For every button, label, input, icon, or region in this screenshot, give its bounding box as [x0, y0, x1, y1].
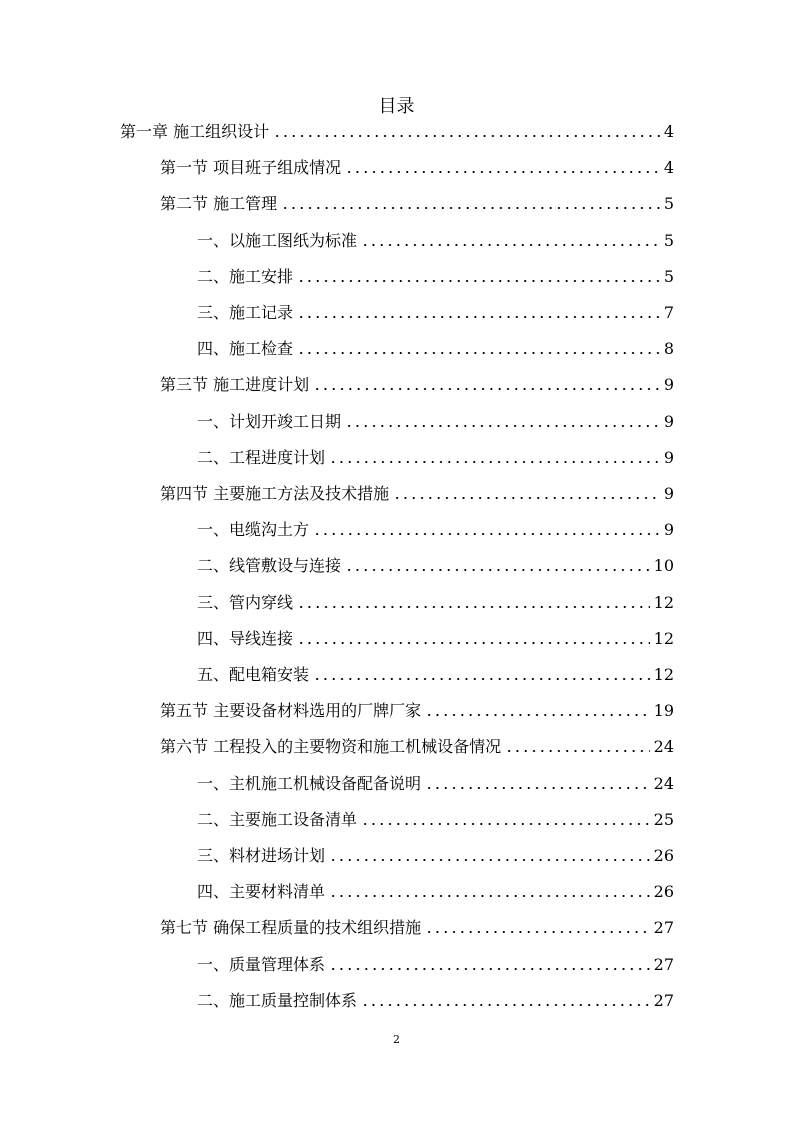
toc-dot-leader — [329, 893, 650, 899]
toc-entry-label: 五、配电箱安装 — [197, 665, 310, 684]
toc-entry-page: 24 — [653, 737, 674, 757]
toc-entry[interactable] — [197, 518, 674, 542]
toc-entry[interactable] — [197, 265, 674, 289]
toc-entry[interactable] — [197, 663, 674, 687]
toc-dot-leader — [345, 423, 660, 429]
toc-entry[interactable] — [197, 229, 674, 253]
toc-entry[interactable] — [197, 989, 674, 1013]
toc-entry[interactable] — [197, 410, 674, 434]
toc-entry-page: 27 — [653, 954, 674, 974]
toc-entry-page: 12 — [653, 665, 674, 684]
toc-dot-leader — [361, 242, 660, 248]
toc-entry-page: 8 — [663, 339, 674, 359]
toc-entry[interactable] — [160, 156, 674, 180]
page-number: 2 — [393, 1033, 400, 1046]
toc-dot-leader — [505, 748, 650, 754]
toc-dot-leader — [345, 567, 650, 573]
toc-entry-label: 二、主要施工设备清单 — [197, 809, 358, 829]
toc-entry[interactable] — [197, 808, 674, 832]
toc-entry[interactable] — [197, 446, 674, 470]
toc-entry-label: 第六节 工程投入的主要物资和施工机械设备情况 — [160, 737, 502, 757]
toc-entry[interactable] — [160, 373, 674, 397]
toc-entry-page: 9 — [663, 411, 674, 431]
toc-entry-label: 二、工程进度计划 — [197, 447, 326, 467]
toc-dot-leader — [393, 495, 660, 501]
toc-entry[interactable] — [160, 482, 674, 506]
toc-entry-page: 9 — [663, 447, 674, 467]
toc-entry-page: 12 — [653, 628, 674, 648]
toc-entry-label: 一、质量管理体系 — [197, 954, 326, 974]
toc-dot-leader — [297, 350, 660, 356]
toc-dot-leader — [361, 821, 650, 827]
toc-entry-label: 第一章 施工组织设计 — [120, 122, 270, 141]
toc-entry-page: 27 — [653, 918, 674, 938]
toc-entry-page: 4 — [663, 158, 674, 178]
toc-entry-page: 4 — [663, 122, 674, 141]
toc-entry-page: 5 — [663, 230, 674, 250]
toc-entry-label: 第一节 项目班子组成情况 — [160, 158, 342, 178]
toc-entry-page: 10 — [653, 556, 674, 576]
toc-entry-page: 12 — [653, 592, 674, 612]
toc-dot-leader — [281, 205, 660, 211]
toc-dot-leader — [313, 676, 650, 682]
toc-entry-label: 第四节 主要施工方法及技术措施 — [160, 484, 390, 503]
toc-entry-page: 25 — [653, 809, 674, 829]
toc-entry-label: 一、电缆沟土方 — [197, 520, 310, 540]
toc-entry[interactable] — [197, 844, 674, 868]
toc-entry-label: 二、施工质量控制体系 — [197, 990, 358, 1010]
toc-entry-page: 9 — [663, 520, 674, 540]
toc-dot-leader — [425, 929, 650, 935]
toc-entry-page: 26 — [653, 846, 674, 865]
toc-entry[interactable] — [197, 772, 674, 796]
toc-entry-page: 27 — [653, 990, 674, 1010]
toc-dot-leader — [313, 531, 660, 537]
toc-entry[interactable] — [197, 591, 674, 615]
toc-entry-label: 第二节 施工管理 — [160, 194, 278, 214]
toc-entry-label: 一、主机施工机械设备配备说明 — [197, 773, 422, 793]
toc-entry[interactable] — [197, 301, 674, 325]
toc-entry[interactable] — [197, 953, 674, 977]
toc-entry[interactable] — [160, 192, 674, 216]
toc-entry[interactable] — [197, 554, 674, 578]
toc-entry-label: 三、施工记录 — [197, 303, 294, 322]
toc-entry[interactable] — [160, 735, 674, 759]
toc-entry-page: 9 — [663, 375, 674, 395]
toc-dot-leader — [297, 640, 650, 646]
toc-entry[interactable] — [197, 627, 674, 651]
toc-entry-label: 第五节 主要设备材料选用的厂牌厂家 — [160, 701, 422, 721]
toc-entry-page: 19 — [653, 701, 674, 721]
toc-dot-leader — [297, 278, 660, 284]
toc-entry[interactable] — [160, 916, 674, 940]
toc-entry[interactable] — [197, 880, 674, 904]
toc-dot-leader — [329, 857, 650, 863]
toc-entry-label: 四、施工检查 — [197, 339, 294, 359]
toc-entry-label: 二、线管敷设与连接 — [197, 556, 342, 576]
toc-dot-leader — [345, 169, 660, 175]
toc-dot-leader — [329, 459, 660, 465]
toc-dot-leader — [329, 966, 650, 972]
toc-entry-page: 9 — [663, 484, 674, 503]
toc-entry-label: 二、施工安排 — [197, 266, 294, 286]
toc-entry[interactable] — [160, 699, 674, 723]
toc-dot-leader — [273, 133, 660, 139]
toc-entry-label: 四、主要材料清单 — [197, 882, 326, 902]
toc-entry-page: 24 — [653, 773, 674, 793]
toc-entry-label: 一、以施工图纸为标准 — [197, 230, 358, 250]
toc-entry-page: 5 — [663, 266, 674, 286]
toc-entry-page: 26 — [653, 882, 674, 902]
toc-entry-label: 一、计划开竣工日期 — [197, 411, 342, 431]
toc-dot-leader — [425, 712, 650, 718]
toc-entry[interactable] — [197, 337, 674, 361]
toc-entry-label: 三、料材进场计划 — [197, 846, 326, 865]
toc-dot-leader — [297, 604, 650, 610]
toc-entry-label: 第七节 确保工程质量的技术组织措施 — [160, 918, 422, 938]
toc-entry-page: 5 — [663, 194, 674, 214]
toc-entry-label: 第三节 施工进度计划 — [160, 375, 310, 395]
toc-dot-leader — [313, 386, 660, 392]
toc-dot-leader — [361, 1002, 650, 1008]
toc-entry-label: 四、导线连接 — [197, 628, 294, 648]
toc-dot-leader — [425, 785, 650, 791]
toc-entry-page: 7 — [663, 303, 674, 322]
toc-title: 目录 — [378, 96, 415, 117]
toc-entry-label: 三、管内穿线 — [197, 592, 294, 612]
toc-dot-leader — [297, 314, 660, 320]
toc-entry[interactable] — [120, 120, 674, 144]
